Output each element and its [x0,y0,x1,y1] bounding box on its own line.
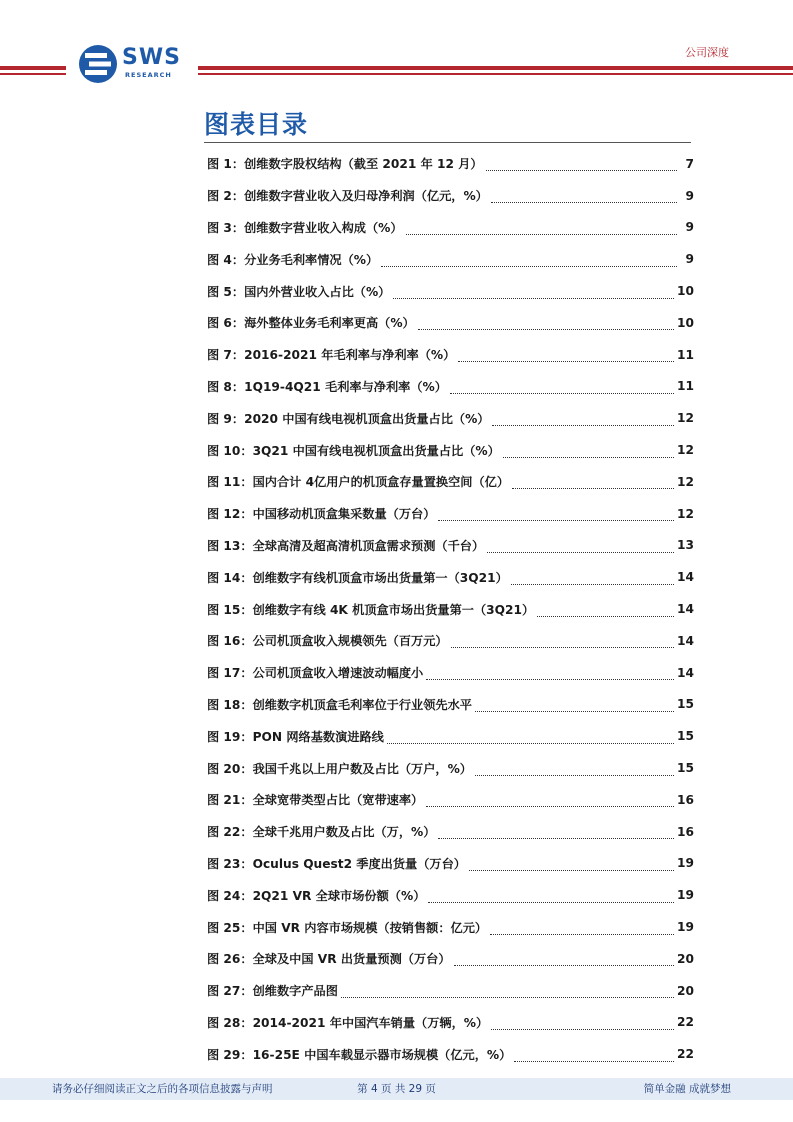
toc-leader-dots [537,604,674,617]
toc-leader-dots [438,508,674,521]
toc-leader-dots [491,1017,674,1030]
toc-entry[interactable] [207,434,694,466]
sws-logo-icon [78,44,118,84]
toc-entry[interactable] [207,371,694,403]
toc-entry[interactable] [207,975,694,1007]
toc-entry-label: 图 2：创维数字营业收入及归母净利润（亿元，%） [207,189,488,204]
toc-leader-dots [418,317,674,330]
toc-entry-page: 14 [677,602,694,617]
toc-entry[interactable] [207,657,694,689]
toc-entry-label: 图 11：国内合计 4亿用户的机顶盒存量置换空间（亿） [207,475,510,490]
toc-entry-label: 图 14：创维数字有线机顶盒市场出货量第一（3Q21） [207,570,508,585]
toc-entry[interactable] [207,720,694,752]
toc-entry[interactable] [207,879,694,911]
toc-entry-page: 10 [677,315,694,330]
toc-entry-label: 图 10：3Q21 中国有线电视机顶盒出货量占比（%） [207,443,500,458]
logo-text: SWS [122,45,181,70]
toc-leader-dots [406,222,677,235]
toc-entry-label: 图 26：全球及中国 VR 出货量预测（万台） [207,952,451,967]
toc-entry-page: 12 [677,443,694,458]
toc-entry-label: 图 20：我国千兆以上用户数及占比（万户，%） [207,761,472,776]
toc-entry-label: 图 9：2020 中国有线电视机顶盒出货量占比（%） [207,411,490,426]
toc-leader-dots [492,413,674,426]
toc-entry-label: 图 17：公司机顶盒收入增速波动幅度小 [207,666,424,681]
sws-logo [78,44,188,84]
toc-entry-page: 14 [677,665,694,680]
header-rule [0,66,66,70]
toc-leader-dots [487,540,674,553]
toc-leader-dots [475,699,674,712]
toc-entry[interactable] [207,180,694,212]
toc-entry-label: 图 6：海外整体业务毛利率更高（%） [207,316,415,331]
toc-entry[interactable] [207,243,694,275]
toc-entry[interactable] [207,625,694,657]
toc-entry[interactable] [207,466,694,498]
toc-entry-page: 7 [685,156,694,171]
toc-entry-label: 图 16：公司机顶盒收入规模领先（百万元） [207,634,448,649]
toc-entry-page: 19 [677,920,694,935]
toc-entry[interactable] [207,816,694,848]
toc-entry-label: 图 24：2Q21 VR 全球市场份额（%） [207,888,426,903]
toc-entry[interactable] [207,911,694,943]
toc-entry[interactable] [207,689,694,721]
toc-entry-page: 16 [677,792,694,807]
toc-leader-dots [450,381,674,394]
toc-entry-label: 图 21：全球宽带类型占比（宽带速率） [207,793,424,808]
toc-leader-dots [490,922,674,935]
toc-leader-dots [511,572,674,585]
toc-leader-dots [486,158,677,171]
toc-leader-dots [438,826,674,839]
toc-leader-dots [475,763,674,776]
toc-leader-dots [514,1049,674,1062]
toc-leader-dots [451,635,674,648]
toc-entry-page: 9 [685,220,694,235]
toc-leader-dots [381,254,677,267]
toc-entry-page: 10 [677,284,694,299]
header-rule [198,66,793,70]
toc-entry-page: 11 [677,379,694,394]
toc-entry-label: 图 19：PON 网络基数演进路线 [207,729,384,744]
toc-leader-dots [341,985,674,998]
toc-entry-label: 图 29：16-25E 中国车载显示器市场规模（亿元，%） [207,1047,512,1062]
toc-leader-dots [512,476,674,489]
toc-entry-label: 图 25：中国 VR 内容市场规模（按销售额：亿元） [207,920,488,935]
toc-title-rule [204,142,691,143]
toc-entry[interactable] [207,848,694,880]
toc-entry-label: 图 7：2016-2021 年毛利率与净利率（%） [207,348,456,363]
toc-entry-page: 13 [677,538,694,553]
document-type: 公司深度 [685,46,729,59]
toc-entry-label: 图 3：创维数字营业收入构成（%） [207,220,403,235]
toc-entry[interactable] [207,784,694,816]
footer-slogan: 简单金融 成就梦想 [643,1083,731,1095]
toc-entry-label: 图 5：国内外营业收入占比（%） [207,284,391,299]
toc-entry[interactable] [207,212,694,244]
header-rule [198,73,793,75]
logo-subtext: RESEARCH [125,71,172,79]
header-rule [0,73,66,75]
toc-entry-page: 11 [677,347,694,362]
toc-entry-label: 图 22：全球千兆用户数及占比（万，%） [207,825,436,840]
toc-entry[interactable] [207,1038,694,1070]
toc-leader-dots [458,349,674,362]
toc-entry-page: 14 [677,633,694,648]
toc-entry-label: 图 27：创维数字产品图 [207,984,338,999]
toc-entry-page: 15 [677,761,694,776]
toc-entry-page: 20 [677,983,694,998]
toc-entry[interactable] [207,275,694,307]
toc-entry[interactable] [207,561,694,593]
toc-entry[interactable] [207,339,694,371]
toc-leader-dots [393,286,674,299]
toc-leader-dots [428,890,674,903]
toc-entry[interactable] [207,752,694,784]
toc-title: 图表目录 [204,110,309,139]
footer-disclaimer: 请务必仔细阅读正文之后的各项信息披露与声明 [52,1083,273,1095]
toc-entry[interactable] [207,498,694,530]
toc-entry-page: 22 [677,1047,694,1062]
toc-entry-page: 19 [677,888,694,903]
toc-entry-page: 14 [677,570,694,585]
toc-entry-label: 图 12：中国移动机顶盒集采数量（万台） [207,507,436,522]
toc-entry[interactable] [207,307,694,339]
toc-entry-label: 图 4：分业务毛利率情况（%） [207,252,379,267]
toc-leader-dots [426,794,674,807]
toc-entry[interactable] [207,943,694,975]
toc-leader-dots [469,858,674,871]
toc-entry[interactable] [207,1007,694,1039]
toc-entry-label: 图 15：创维数字有线 4K 机顶盒市场出货量第一（3Q21） [207,602,535,617]
toc-entry[interactable] [207,402,694,434]
toc-entry-page: 9 [685,252,694,267]
toc-entry-page: 16 [677,824,694,839]
toc-entry[interactable] [207,593,694,625]
toc-entry[interactable] [207,148,694,180]
toc-entry-label: 图 23：Oculus Quest2 季度出货量（万台） [207,856,466,871]
toc-list [207,148,694,1070]
toc-entry-page: 20 [677,951,694,966]
toc-entry-page: 19 [677,856,694,871]
toc-entry-label: 图 18：创维数字机顶盒毛利率位于行业领先水平 [207,697,472,712]
toc-entry-page: 12 [677,411,694,426]
toc-leader-dots [454,953,675,966]
toc-entry-label: 图 13：全球高清及超高清机顶盒需求预测（千台） [207,538,485,553]
toc-entry[interactable] [207,530,694,562]
toc-entry-label: 图 1：创维数字股权结构（截至 2021 年 12 月） [207,157,483,172]
toc-leader-dots [503,445,674,458]
toc-entry-page: 12 [677,474,694,489]
toc-entry-page: 15 [677,729,694,744]
toc-entry-page: 22 [677,1015,694,1030]
toc-entry-label: 图 8：1Q19-4Q21 毛利率与净利率（%） [207,379,447,394]
toc-leader-dots [426,667,674,680]
toc-entry-page: 15 [677,697,694,712]
toc-leader-dots [387,731,674,744]
toc-entry-page: 12 [677,506,694,521]
footer-page-info: 第 4 页 共 29 页 [357,1083,436,1095]
toc-entry-page: 9 [685,188,694,203]
toc-leader-dots [491,190,677,203]
toc-entry-label: 图 28：2014-2021 年中国汽车销量（万辆，%） [207,1015,489,1030]
